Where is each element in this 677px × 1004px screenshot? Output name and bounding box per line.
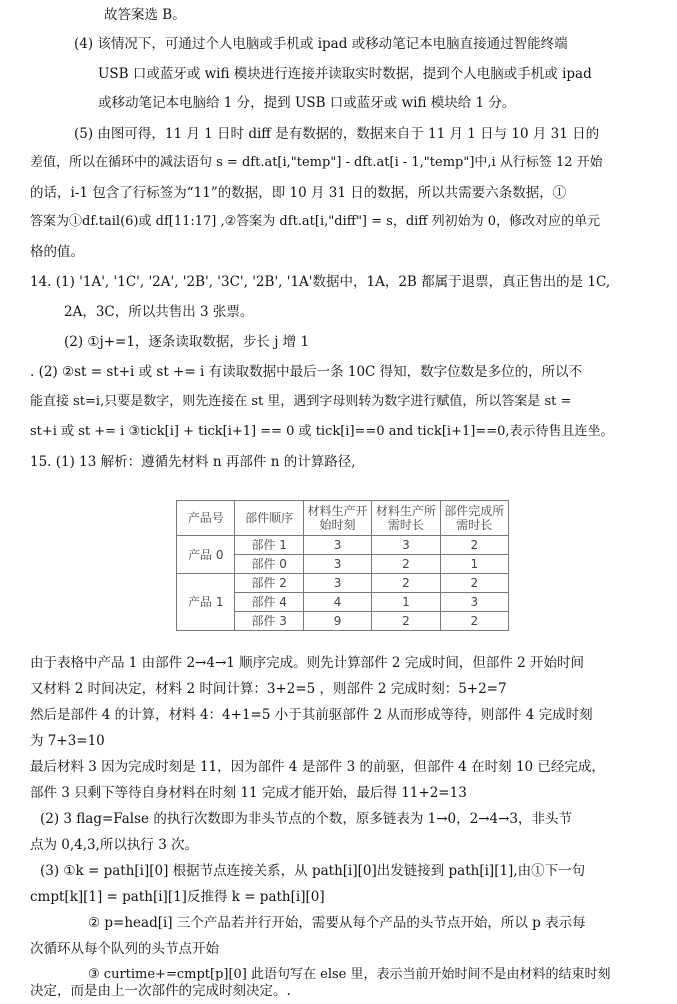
table-cell: 3 [303, 536, 371, 555]
text-line: 由于表格中产品 1 由部件 2→4→1 顺序完成。则先计算部件 2 完成时间，但部件 2 开始时间 [30, 655, 584, 671]
text-line: 为 7+3=10 [30, 733, 105, 749]
table-header-cell: 部件完成所需时长 [440, 501, 508, 536]
text-line: USB 口或蓝牙或 wifi 模块进行连接并读取实时数据，提到个人电脑或手机或 ipad [98, 66, 592, 82]
table-cell: 2 [440, 612, 508, 631]
table-cell: 1 [440, 555, 508, 574]
text-line: 2A，3C，所以共售出 3 张票。 [64, 304, 254, 320]
text-line: st+i 或 st += i ③tick[i] + tick[i+1] == 0 或 tick[i]==0 and tick[i+1]==0,表示待售且连坐。 [30, 424, 614, 439]
text-line: 决定，而是由上一次部件的完成时刻决定。. [30, 983, 291, 999]
text-line: 次循环从每个队列的头节点开始 [30, 941, 219, 957]
text-line: ② p=head[i] 三个产品若并行开始，需要从每个产品的头节点开始，所以 p 表示每 [88, 915, 586, 931]
table-header-cell: 材料生产开始时刻 [303, 501, 371, 536]
table-cell: 2 [372, 574, 440, 593]
text-line: 故答案选 B。 [104, 7, 186, 23]
product-cell: 产品 1 [177, 574, 235, 631]
table-cell: 2 [372, 555, 440, 574]
text-line: . (2) ②st = st+i 或 st += i 有读取数据中最后一条 10C 得知，数字位数是多位的，所以不 [30, 364, 583, 380]
text-line: 差值，所以在循环中的减法语句 s = dft.at[i,"temp"] - dft.at[i - 1,"temp"]中,i 从行标签 12 开始 [30, 155, 603, 170]
table-cell: 3 [303, 574, 371, 593]
table-cell: 部件 2 [235, 574, 303, 593]
table-cell: 9 [303, 612, 371, 631]
table-row [177, 536, 509, 555]
parts-table [176, 500, 509, 631]
table-cell: 部件 0 [235, 555, 303, 574]
product-cell: 产品 0 [177, 536, 235, 574]
text-line: 15. (1) 13 解析：遵循先材料 n 再部件 n 的计算路径, [30, 454, 356, 470]
text-line: ③ curtime+=cmpt[p][0] 此语句写在 else 里，表示当前开始时间不是由材料的结束时刻 [88, 967, 611, 982]
text-line: 点为 0,4,3,所以执行 3 次。 [30, 837, 199, 853]
text-line: (2) ①j+=1，逐条读取数据，步长 j 增 1 [64, 334, 310, 350]
text-line: 或移动笔记本电脑给 1 分，提到 USB 口或蓝牙或 wifi 模块给 1 分。 [98, 95, 516, 111]
text-line: 又材料 2 时间决定，材料 2 时间计算：3+2=5 ，则部件 2 完成时刻：5+2=7 [30, 681, 507, 697]
text-line: (4) 该情况下，可通过个人电脑或手机或 ipad 或移动笔记本电脑直接通过智能终端 [74, 36, 568, 52]
text-line: 然后是部件 4 的计算，材料 4：4+1=5 小于其前驱部件 2 从而形成等待，则部件 4 完成时刻 [30, 707, 593, 723]
text-line: cmpt[k][1] = path[i][1]反推得 k = path[i][0] [30, 889, 325, 905]
table-cell: 部件 3 [235, 612, 303, 631]
text-line: 部件 3 只剩下等待自身材料在时刻 11 完成才能开始，最后得 11+2=13 [30, 785, 467, 801]
table-cell: 3 [440, 593, 508, 612]
table-cell: 4 [303, 593, 371, 612]
table-cell: 2 [440, 536, 508, 555]
table-header-cell: 产品号 [177, 501, 235, 536]
table-cell: 部件 4 [235, 593, 303, 612]
table-header-cell: 部件顺序 [235, 501, 303, 536]
text-line: 最后材料 3 因为完成时刻是 11，因为部件 4 是部件 3 的前驱，但部件 4 在时刻 10 已经完成， [30, 759, 605, 775]
text-line: (2) 3 flag=False 的执行次数即为非头节点的个数，原多链表为 1→0，2→4→3，非头节 [40, 811, 572, 827]
table-cell: 1 [372, 593, 440, 612]
table-row [177, 574, 509, 593]
table-header-cell: 材料生产所需时长 [372, 501, 440, 536]
text-line: 14. (1) '1A', '1C', '2A', '2B', '3C', '2B', '1A'数据中，1A，2B 都属于退票，真正售出的是 1C, [30, 274, 611, 290]
table-cell: 2 [372, 612, 440, 631]
text-line: (5) 由图可得，11 月 1 日时 diff 是有数据的，数据来自于 11 月 1 日与 10 月 31 日的 [74, 126, 600, 142]
text-line: 的话，i-1 包含了行标签为“11”的数据，即 10 月 31 日的数据，所以共需要六条数据，① [30, 185, 567, 201]
table-cell: 3 [303, 555, 371, 574]
text-line: 能直接 st=i,只要是数字，则先连接在 st 里，遇到字母则转为数字进行赋值，所以答案是 st = [30, 394, 572, 409]
table-header-row [177, 501, 509, 536]
text-line: 答案为①df.tail(6)或 df[11:17] ,②答案为 dft.at[i,"diff"] = s，diff 列初始为 0，修改对应的单元 [30, 214, 601, 229]
table-cell: 3 [372, 536, 440, 555]
table-cell: 部件 1 [235, 536, 303, 555]
text-line: (3) ①k = path[i][0] 根据节点连接关系，从 path[i][0]出发链接到 path[i][1],由①下一句 [40, 863, 586, 879]
text-line: 格的值。 [30, 244, 84, 260]
table-cell: 2 [440, 574, 508, 593]
